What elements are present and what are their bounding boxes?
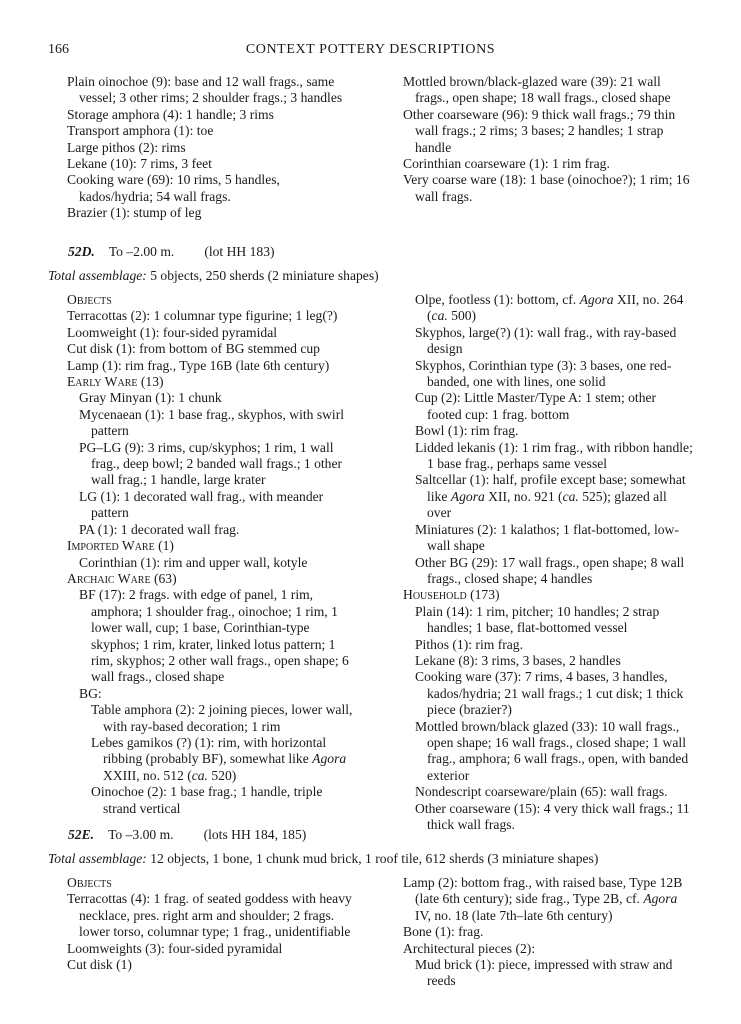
entry-line: Storage amphora (4): 1 handle; 3 rims — [67, 106, 274, 122]
entry-line: Skyphos, Corinthian type (3): 3 bases, one red-banded, one with lines, one solid — [415, 357, 672, 390]
section-lots: (lots HH 184, 185) — [203, 827, 307, 842]
entry-line: Large pithos (2): rims — [67, 139, 186, 155]
entry-line: BF (17): 2 frags. with edge of panel, 1 rim, amphora; 1 shoulder frag., oinochoe; 1 rim, 1 lower wall, cup; 1 base, Corinthian-type skyphos; 1 rim, krater, linked lotus pattern; 1 rim, skyphos; 2 other wall frags., open shape; 6 wall frags., closed shape — [79, 587, 349, 685]
entry-line: Other coarseware (96): 9 thick wall frags.; 79 thin wall frags.; 2 rims; 3 bases; 2 handles; 1 strap handle — [403, 106, 676, 155]
entry-line: Transport amphora (1): toe — [67, 123, 214, 139]
entry-line: PG–LG (9): 3 rims, cup/skyphos; 1 rim, 1 wall frag., deep bowl; 2 banded wall frags.; 1 other wall frag.; 1 handle, large krater — [79, 439, 343, 488]
section-depth: To –3.00 m. — [108, 827, 174, 842]
52d-right-column — [403, 292, 693, 833]
entry-line: PA (1): 1 decorated wall frag. — [79, 521, 240, 537]
entry-line: Lekane (10): 7 rims, 3 feet — [67, 156, 212, 172]
total-label: Total assemblage: — [48, 268, 147, 283]
total-text: 5 objects, 250 sherds (2 miniature shapes) — [150, 268, 379, 283]
italic-ref: Agora — [643, 891, 678, 907]
entry-line: Plain oinochoe (9): base and 12 wall frags., same vessel; 3 other rims; 2 shoulder frags.; 3 handles — [67, 74, 343, 106]
entry-line: Brazier (1): stump of leg — [67, 205, 202, 221]
entry-line: Bone (1): frag. — [403, 924, 484, 940]
entry-line: Corinthian (1): rim and upper wall, kotyle — [79, 554, 308, 570]
entry-line: Mottled brown/black glazed (33): 10 wall frags., open shape; 16 wall frags., closed shape; 1 wall frag., amphora; 6 wall frags., open, with banded exterior — [415, 718, 689, 783]
entry-line: Pithos (1): rim frag. — [415, 636, 523, 652]
entry-line: Cooking ware (69): 10 rims, 5 handles, kados/hydria; 54 wall frags. — [67, 172, 280, 204]
italic-ref: ca. — [431, 308, 448, 324]
entry-line: Loomweight (1): four-sided pyramidal — [67, 324, 277, 340]
entry-line: Cut disk (1) — [67, 957, 132, 973]
entry-line: Plain (14): 1 rim, pitcher; 10 handles; 2 strap handles; 1 base, flat-bottomed vessel — [415, 603, 660, 636]
section-number: 52D. — [68, 244, 95, 259]
section-heading-52d — [48, 244, 693, 260]
entry-line: Objects — [67, 292, 112, 307]
entry-line: Archaic Ware (63) — [67, 570, 177, 586]
entry-line: Saltcellar (1): half, profile except base; somewhat like Agora XII, no. 921 (ca. 525); glazed all over — [415, 472, 686, 521]
section-number: 52E. — [68, 827, 95, 842]
entry-line: Lebes gamikos (?) (1): rim, with horizontal ribbing (probably BF), somewhat like Agora XXIII, no. 512 (ca. 520) — [91, 734, 347, 783]
entry-line: Miniatures (2): 1 kalathos; 1 flat-bottomed, low-wall shape — [415, 521, 679, 554]
entry-line: Lidded lekanis (1): 1 rim frag., with ribbon handle; 1 base frag., perhaps same vessel — [415, 439, 693, 472]
entry-line: BG: — [79, 685, 102, 701]
entry-line: Loomweights (3): four-sided pyramidal — [67, 940, 283, 956]
entry-line: Mycenaean (1): 1 base frag., skyphos, with swirl pattern — [79, 406, 345, 439]
entry-line: Cup (2): Little Master/Type A: 1 stem; other footed cup: 1 frag. bottom — [415, 390, 657, 422]
section-depth: To –2.00 m. — [108, 244, 175, 259]
entry-line: Cooking ware (37): 7 rims, 4 bases, 3 handles, kados/hydria; 21 wall frags.; 1 cut disk; 1 thick piece (brazier?) — [415, 669, 684, 718]
entry-line: Imported Ware (1) — [67, 538, 174, 554]
entry-line: Other BG (29): 17 wall frags., open shape; 8 wall frags., closed shape; 4 handles — [415, 554, 685, 586]
entry-line: Gray Minyan (1): 1 chunk — [79, 390, 222, 406]
entry-line: Mud brick (1): piece, impressed with straw and reeds — [415, 957, 673, 989]
entry-line: Lamp (2): bottom frag., with raised base, Type 12B (late 6th century); side frag., Type 2B, cf. Agora IV, no. 18 (late 7th–late 6th century) — [403, 875, 683, 923]
running-head: CONTEXT POTTERY DESCRIPTIONS — [245, 42, 496, 57]
entry-line: Bowl (1): rim frag. — [415, 423, 519, 439]
entry-line: Other coarseware (15): 4 very thick wall frags.; 11 thick wall frags. — [415, 800, 690, 832]
52e-left-column — [67, 875, 357, 973]
section-lots: (lot HH 183) — [204, 244, 275, 259]
total-assemblage-52d — [48, 268, 701, 284]
entry-line: Lekane (8): 3 rims, 3 bases, 2 handles — [415, 652, 621, 668]
52d-left-column — [67, 292, 357, 817]
entry-line: Olpe, footless (1): bottom, cf. Agora XII, no. 264 (ca. 500) — [415, 292, 684, 324]
section-heading-52e — [48, 827, 693, 843]
entry-line: Table amphora (2): 2 joining pieces, lower wall, with ray-based decoration; 1 rim — [91, 702, 353, 734]
entry-line: Very coarse ware (18): 1 base (oinochoe?); 1 rim; 16 wall frags. — [403, 172, 690, 204]
italic-ref: Agora — [450, 488, 485, 504]
entry-line: Oinochoe (2): 1 base frag.; 1 handle, triple strand vertical — [91, 784, 323, 816]
top-left-column — [67, 74, 357, 222]
52e-right-column — [403, 875, 693, 990]
page-header — [48, 42, 693, 62]
total-assemblage-52e — [48, 851, 701, 867]
entry-line: LG (1): 1 decorated wall frag., with meander pattern — [79, 488, 324, 521]
entry-line: Terracottas (2): 1 columnar type figurine; 1 leg(?) — [67, 308, 338, 324]
page-number: 166 — [48, 42, 69, 57]
entry-line: Terracottas (4): 1 frag. of seated goddess with heavy necklace, pres. right arm and shoulder; 2 frags. lower torso, columnar type; 1 frag., unidentifiable — [67, 891, 352, 940]
entry-line: Objects — [67, 875, 112, 890]
entry-line: Nondescript coarseware/plain (65): wall frags. — [415, 784, 668, 800]
entry-line: Architectural pieces (2): — [403, 940, 536, 956]
total-label: Total assemblage: — [48, 851, 147, 866]
entry-line: Cut disk (1): from bottom of BG stemmed cup — [67, 341, 320, 357]
total-text: 12 objects, 1 bone, 1 chunk mud brick, 1 roof tile, 612 sherds (3 miniature shapes) — [150, 851, 599, 866]
entry-line: Early Ware (13) — [67, 374, 164, 390]
entry-line: Lamp (1): rim frag., Type 16B (late 6th century) — [67, 357, 330, 373]
entry-line: Skyphos, large(?) (1): wall frag., with ray-based design — [415, 324, 677, 357]
italic-ref: Agora — [312, 751, 347, 767]
entry-line: Mottled brown/black-glazed ware (39): 21 wall frags., open shape; 18 wall frags., closed shape — [403, 74, 671, 106]
top-right-column — [403, 74, 693, 205]
entry-line: Household (173) — [403, 587, 500, 603]
italic-ref: ca. — [191, 767, 208, 783]
italic-ref: ca. — [562, 488, 579, 504]
italic-ref: Agora — [579, 292, 614, 307]
entry-line: Corinthian coarseware (1): 1 rim frag. — [403, 156, 610, 172]
